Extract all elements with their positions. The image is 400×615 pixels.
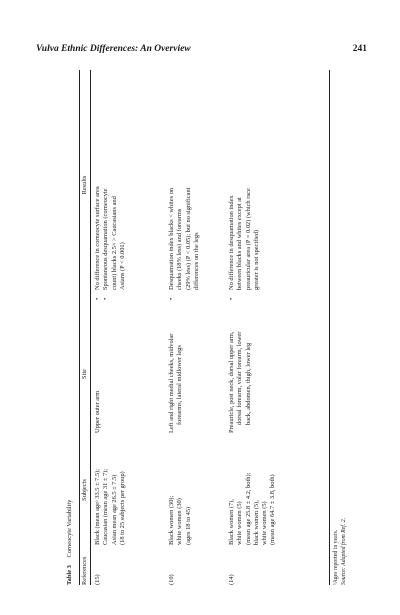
- cell-line: Black (mean ageᵃ 33.5 ± 7.5);: [94, 468, 101, 545]
- cell-line: (ages 18 to 45): [184, 506, 192, 545]
- cell-site: [228, 315, 253, 433]
- cell-line: Asians (P < 0.001): [118, 242, 126, 290]
- table-title: [66, 500, 76, 585]
- cell-line: greater is not specified): [252, 229, 260, 290]
- cell-line: between blacks and whites except at: [236, 197, 244, 290]
- cell-line: No difference in desquamation index: [228, 195, 235, 290]
- footnote-source: Source: Adapted from Ref. 2.: [341, 517, 347, 585]
- table-header-rule: [90, 70, 91, 585]
- rotated-table: [58, 70, 358, 585]
- cell-line: black women (5),: [252, 500, 260, 545]
- bullet-icon: •: [228, 297, 235, 300]
- bullet-icon: •: [94, 297, 101, 300]
- cell-line: (mean age 25.8 ± 4.2, both);: [244, 472, 252, 545]
- cell-line: Desquamation index blacks < whites on: [168, 187, 175, 290]
- running-head: [36, 44, 367, 54]
- cell-line: Asian mean age 26.5 ± 7.5): [110, 474, 118, 545]
- header-site: Site: [81, 369, 88, 379]
- table-label: Table 3: [66, 565, 73, 585]
- cell-subjects: [94, 435, 127, 545]
- bullet-icon: •: [102, 297, 110, 300]
- cell-line: (10): [168, 574, 175, 585]
- result-bullet-item: [102, 70, 127, 300]
- table-caption: Corneocyte Variability: [66, 499, 73, 558]
- cell-line: white women (5): [261, 501, 269, 545]
- bullet-icon: •: [168, 297, 175, 300]
- cell-subjects: [168, 435, 193, 545]
- header-subjects: Subjects: [81, 479, 88, 501]
- cell-results: [168, 70, 201, 300]
- cell-line: Black women (7),: [228, 499, 235, 545]
- cell-line: Spontaneous desquamation (corneocyte: [102, 188, 110, 290]
- cell-line: white women (5): [236, 501, 244, 545]
- cell-line: (29% less) (P < 0.05); but no significant: [184, 187, 192, 290]
- cell-line: Caucasian (mean age 31 ± 7);: [102, 468, 110, 545]
- cell-line: Preauricle, post neck, dorsal upper arm,: [228, 331, 235, 433]
- cell-line: No difference in corneocyte surface area: [94, 186, 101, 290]
- cell-line: differences on the legs: [192, 232, 200, 290]
- cell-line: (18 to 25 subjects per group): [118, 471, 126, 545]
- cell-reference: [228, 574, 236, 585]
- cell-results: [94, 70, 127, 300]
- cell-reference: [94, 574, 102, 585]
- cell-line: dorsal forearm, volar forearm, lower: [236, 331, 244, 425]
- running-head-title: Vulva Ethnic Differences: An Overview: [36, 44, 191, 54]
- table-bottom-rule: [329, 70, 330, 585]
- cell-line: cheeks (18% less) and forearms: [176, 208, 184, 290]
- cell-line: (14): [228, 574, 235, 585]
- page-number: 241: [352, 44, 367, 54]
- cell-line: back, abdomen, thigh, lower leg: [244, 342, 252, 425]
- cell-line: preauricular area (P = 0.02) (which race: [244, 188, 252, 290]
- cell-line: (mean age 64.7 ± 3.8, both): [269, 474, 277, 545]
- result-bullet-item: [228, 70, 261, 300]
- result-bullet-item: [94, 70, 102, 300]
- cell-results: [228, 70, 261, 300]
- cell-reference: [168, 574, 176, 585]
- cell-line: Upper outer arm: [94, 390, 101, 433]
- cell-site: [94, 315, 102, 433]
- cell-line: (15): [94, 574, 101, 585]
- footnote-ages: ᵃAges reported in years.: [333, 529, 339, 585]
- cell-line: white women (30): [176, 498, 184, 545]
- cell-site: [168, 315, 185, 433]
- header-results: Results: [81, 175, 88, 195]
- cell-line: Left and right medial cheeks, midvolar: [168, 333, 175, 433]
- cell-line: Black women (30);: [168, 495, 175, 545]
- cell-line: count) blacks 2.5× > Caucasians and: [110, 196, 118, 290]
- cell-subjects: [228, 435, 278, 545]
- header-references: References: [81, 556, 88, 585]
- table-top-rule: [79, 70, 80, 585]
- result-bullet-item: [168, 70, 201, 300]
- cell-line: forearms, lateral midlower legs: [176, 345, 184, 425]
